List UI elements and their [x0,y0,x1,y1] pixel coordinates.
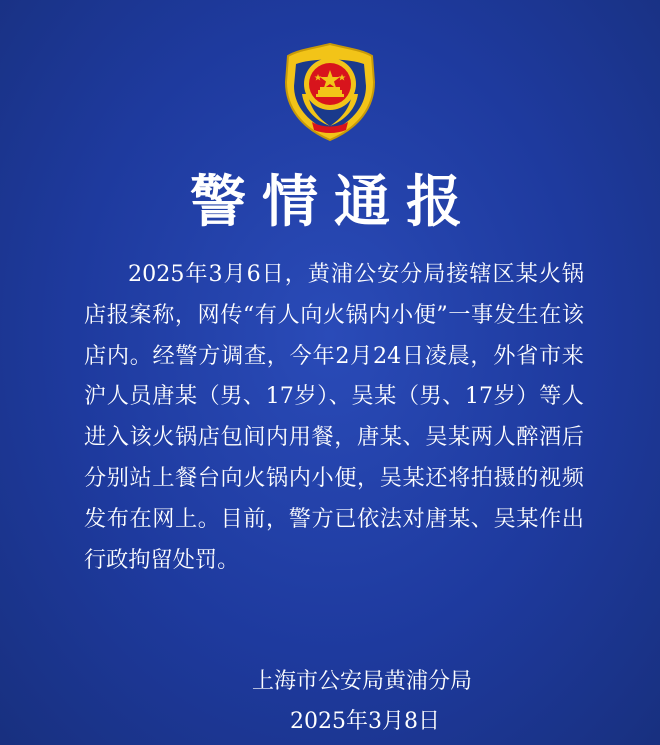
notice-body: 2025年3月6日，黄浦公安分局接辖区某火锅店报案称，网传“有人向火锅内小便”一事发生在该店内。经警方调查，今年2月24日凌晨，外省市来沪人员唐某（男、17岁）、吴某（男、17岁）等人进入该火锅店包间内用餐，唐某、吴某两人醉酒后分别站上餐台向火锅内小便，吴某还将拍摄的视频发布在网上。目前，警方已依法对唐某、吴某作出行政拘留处罚。 [84,261,584,573]
police-emblem-icon [282,42,378,142]
issue-date: 2025年3月8日 [290,709,440,734]
issuer-name: 上海市公安局黄浦分局 [251,669,472,694]
notice-title: 警情通报 [190,170,478,235]
